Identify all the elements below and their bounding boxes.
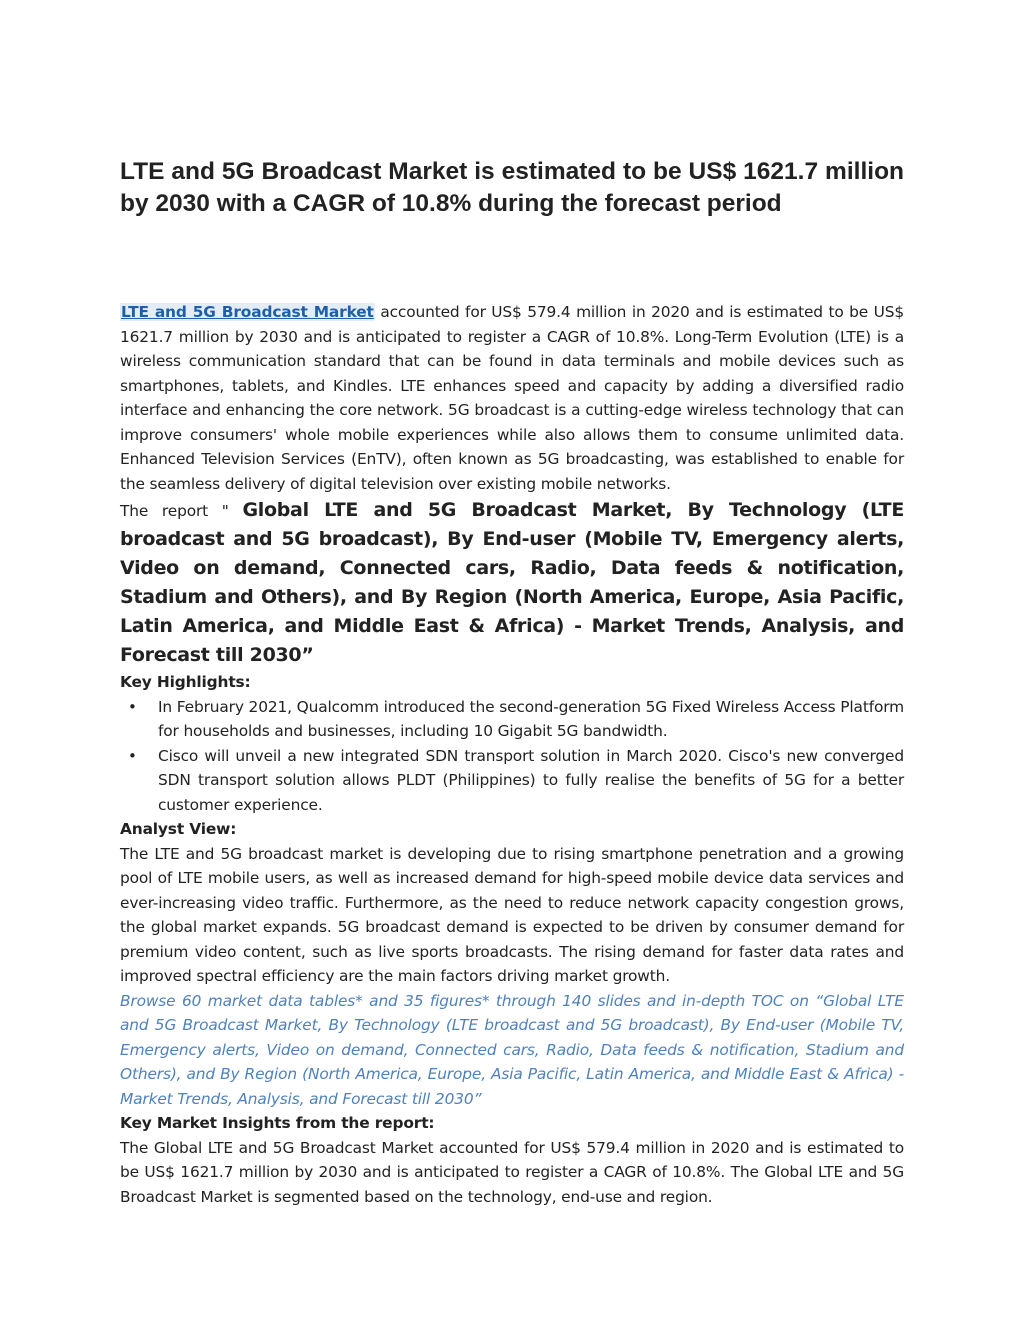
list-item	[120, 744, 904, 818]
key-insights-heading: Key Market Insights from the report:	[120, 1114, 435, 1132]
document-title: LTE and 5G Broadcast Market is estimated to be US$ 1621.7 million by 2030 with a CAGR of 10.8% during the forecast period	[120, 158, 904, 217]
key-insights-paragraph: The Global LTE and 5G Broadcast Market accounted for US$ 579.4 million in 2020 and is estimated to be US$ 1621.7 million by 2030 and is anticipated to register a CAGR of 10.8%. The Global LTE and 5G Broadcast Market is segmented based on the technology, end-use and region.	[120, 1138, 904, 1206]
key-highlights-list	[120, 695, 904, 818]
report-lead: The report "	[120, 502, 243, 520]
market-link[interactable]: LTE and 5G Broadcast Market	[121, 303, 374, 321]
intro-paragraph	[120, 300, 904, 496]
document-body	[120, 300, 904, 1209]
highlight-text: Cisco will unveil a new integrated SDN transport solution in March 2020. Cisco's new converged SDN transport solution allows PLDT (Philippines) to fully realise the benefits of 5G for a better customer experience.	[158, 746, 904, 814]
bullet-icon: •	[128, 746, 137, 765]
bullet-icon: •	[128, 697, 137, 716]
highlight-text: In February 2021, Qualcomm introduced the second-generation 5G Fixed Wireless Access Platform for households and businesses, including 10 Gigabit 5G bandwidth.	[158, 697, 904, 740]
key-highlights-heading: Key Highlights:	[120, 673, 251, 691]
list-item	[120, 695, 904, 744]
browse-paragraph[interactable]: Browse 60 market data tables* and 35 figures* through 140 slides and in-depth TOC on “Global LTE and 5G Broadcast Market, By Technology (LTE broadcast and 5G broadcast), By End-user (Mobile TV, Emergency alerts, Video on demand, Connected cars, Radio, Data feeds & notification, Stadium and Others), and By Region (North America, Europe, Asia Pacific, Latin America, and Middle East & Africa) - Market Trends, Analysis, and Forecast till 2030”	[120, 991, 904, 1108]
report-paragraph	[120, 496, 904, 670]
analyst-view-paragraph: The LTE and 5G broadcast market is developing due to rising smartphone penetration and a growing pool of LTE mobile users, as well as increased demand for high-speed mobile device data services and ever-increasing video traffic. Furthermore, as the need to reduce network capacity congestion grows, the global market expands. 5G broadcast demand is expected to be driven by consumer demand for premium video content, such as live sports broadcasts. The rising demand for faster data rates and improved spectral efficiency are the main factors driving market growth.	[120, 844, 904, 985]
analyst-view-heading: Analyst View:	[120, 820, 237, 838]
report-title: Global LTE and 5G Broadcast Market, By Technology (LTE broadcast and 5G broadcast), By End-user (Mobile TV, Emergency alerts, Video on demand, Connected cars, Radio, Data feeds & notification, Stadium and Others), and By Region (North America, Europe, Asia Pacific, Latin America, and Middle East & Africa) - Market Trends, Analysis, and Forecast till 2030”	[120, 499, 904, 666]
intro-text: accounted for US$ 579.4 million in 2020 and is estimated to be US$ 1621.7 million by 2030 and is anticipated to register a CAGR of 10.8%. Long-Term Evolution (LTE) is a wireless communication standard that can be found in data terminals and mobile devices such as smartphones, tablets, and Kindles. LTE enhances speed and capacity by adding a diversified radio interface and enhancing the core network. 5G broadcast is a cutting-edge wireless technology that can improve consumers' whole mobile experiences while also allows them to consume unlimited data. Enhanced Television Services (EnTV), often known as 5G broadcasting, was established to enable for the seamless delivery of digital television over existing mobile networks.	[120, 303, 904, 493]
